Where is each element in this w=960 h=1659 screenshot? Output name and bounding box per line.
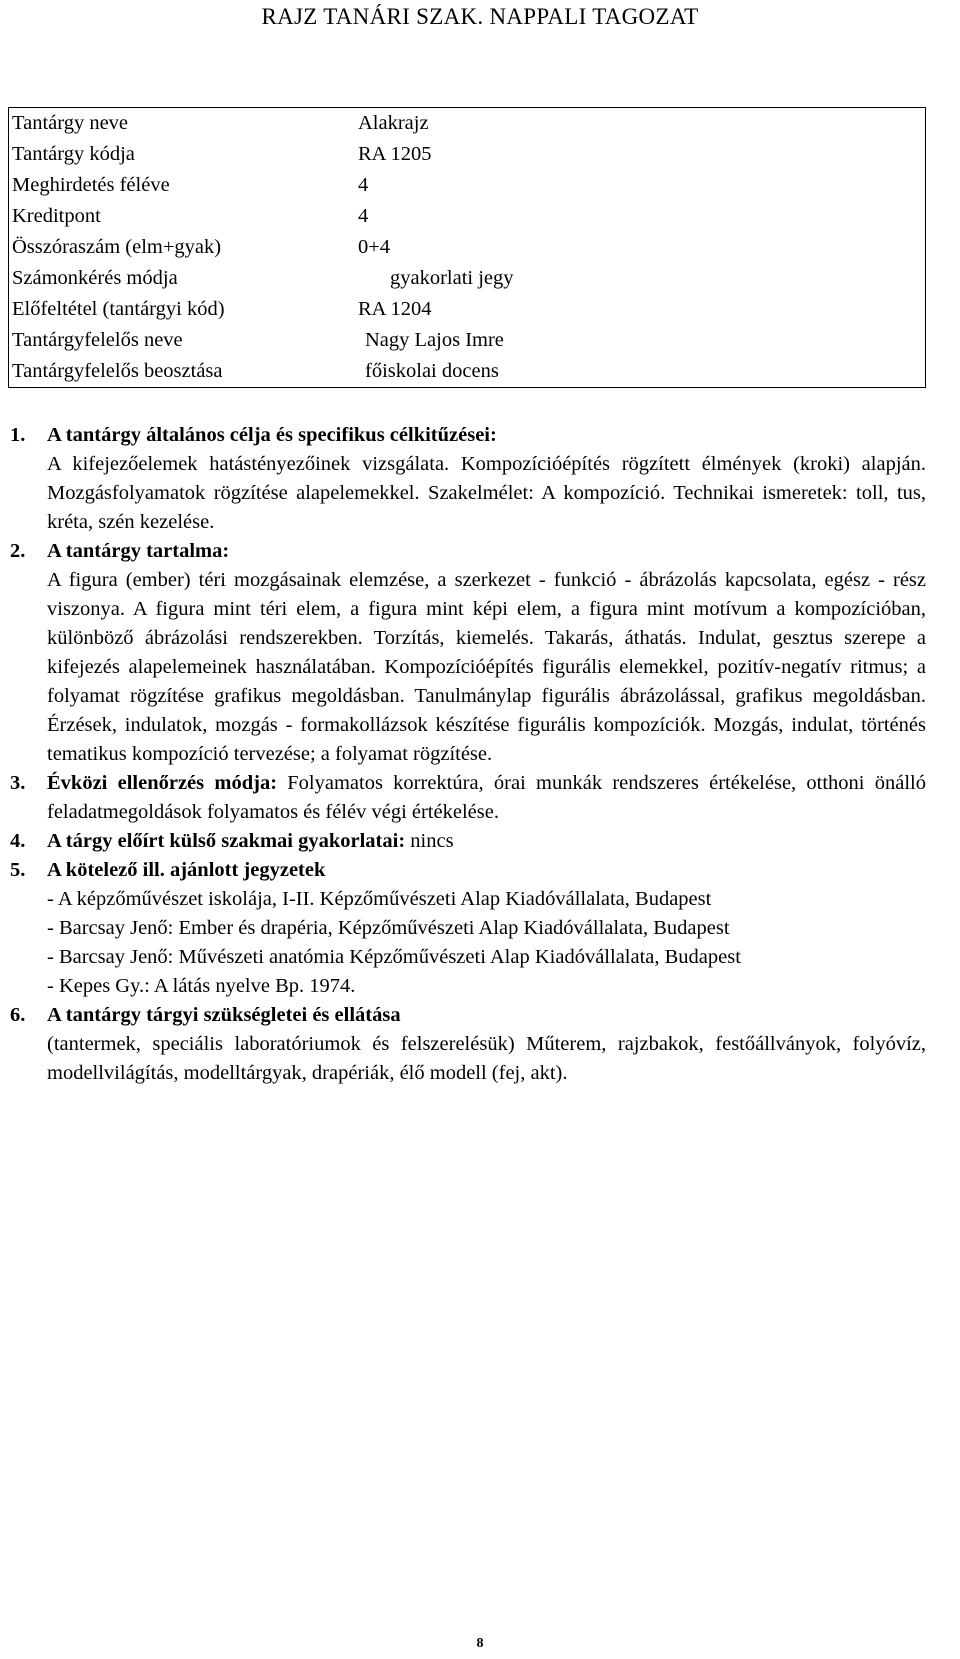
section-number: 6. [10,1004,26,1026]
section-body: (tantermek, speciális laboratóriumok és felszerelésük) Műterem, rajzbakok, festőállványok, folyóvíz, modellvilágítás, modelltárgyak, drapériák, élő modell (fej, akt). [47,1033,926,1084]
table-row [9,356,926,388]
row-value: gyakorlati jegy [352,263,926,294]
section-heading [10,769,926,827]
section-body: A figura (ember) téri mozgásainak elemzése, a szerkezet - funkció - ábrázolás kapcsolata, egész - rész viszonya. A figura mint téri elem, a figura mint képi elem, a figura mint motívum a kompozícióban, különböző ábrázolási rendszerekben. Torzítás, kiemelés. Takarás, áthatás. Indulat, gesztus szerepe a kifejezés alapelemeinek használatában. Kompozícióépítés figurális elemekkel, pozitív-negatív ritmus; a folyamat rögzítése grafikus megoldásban. Tanulmánylap figurális ábrázolással, grafikus megoldásban. Érzések, indulatok, mozgás - formakollázsok készítése figurális kompozíciók. Mozgás, indulat, történés tematikus kompozíció tervezése; a folyamat rögzítése. [47,569,926,765]
section-body: A kifejezőelemek hatástényezőinek vizsgálata. Kompozícióépítés rögzített élmények (kroki) alapján. Mozgásfolyamatok rögzítése alapelemekkel. Szakelmélet: A kompozíció. Technikai ismeretek: toll, tus, kréta, szén kezelése. [47,453,926,533]
list-item: - Barcsay Jenő: Művészeti anatómia Képzőművészeti Alap Kiadóvállalata, Budapest [47,946,741,968]
row-value: főiskolai docens [352,356,926,388]
page-number: 8 [476,1636,484,1651]
section-goals [10,421,926,537]
section-assessment [10,769,926,827]
table-row [9,139,926,170]
row-label: Tantárgyfelelős neve [9,325,353,356]
list-item: - Kepes Gy.: A látás nyelve Bp. 1974. [47,975,356,997]
row-label: Számonkérés módja [9,263,353,294]
section-heading [10,1001,926,1030]
section-heading [10,537,926,566]
row-value: 4 [352,201,926,232]
table-row [9,108,926,140]
row-value: RA 1205 [352,139,926,170]
section-title: A tantárgy tartalma: [47,540,230,562]
section-equipment [10,1001,926,1088]
section-number: 1. [10,424,26,446]
row-label: Tantárgy kódja [9,139,353,170]
row-label: Összóraszám (elm+gyak) [9,232,353,263]
table-row [9,325,926,356]
section-literature [10,856,926,1001]
section-heading [10,856,926,885]
course-info-table [8,107,926,388]
row-label: Előfeltétel (tantárgyi kód) [9,294,353,325]
section-number: 3. [10,772,26,794]
section-content [10,537,926,769]
row-label: Tantárgyfelelős beosztása [9,356,353,388]
table-row [9,263,926,294]
section-heading-line [47,827,926,856]
section-heading-line [47,769,926,827]
page-header-title: RAJZ TANÁRI SZAK. NAPPALI TAGOZAT [261,4,699,29]
table-row [9,170,926,201]
table-row [9,232,926,263]
row-value: 4 [352,170,926,201]
row-label: Kreditpont [9,201,353,232]
table-row [9,294,926,325]
section-title: A tantárgy tárgyi szükségletei és ellátása [47,1004,401,1026]
section-practice [10,827,926,856]
row-value: 0+4 [352,232,926,263]
section-title: A tantárgy általános célja és specifikus célkitűzései: [47,424,497,446]
row-value: RA 1204 [352,294,926,325]
table-row [9,201,926,232]
section-number: 4. [10,830,26,852]
section-number: 5. [10,859,26,881]
section-body: Folyamatos korrektúra, órai munkák rendszeres értékelése, otthoni önálló feladatmegoldások folyamatos és félév végi értékelése. [47,772,926,823]
row-label: Meghirdetés féléve [9,170,353,201]
list-item: - Barcsay Jenő: Ember és drapéria, Képzőművészeti Alap Kiadóvállalata, Budapest [47,917,730,939]
section-title: A tárgy előírt külső szakmai gyakorlatai: [47,830,406,852]
section-title: A kötelező ill. ajánlott jegyzetek [47,859,326,881]
section-heading [10,827,926,856]
section-heading [10,421,926,450]
section-title: Évközi ellenőrzés módja: [47,772,278,794]
row-value: Alakrajz [352,108,926,140]
row-label: Tantárgy neve [9,108,353,140]
course-description [10,421,926,1088]
row-value: Nagy Lajos Imre [352,325,926,356]
section-number: 2. [10,540,26,562]
section-body: nincs [410,830,454,852]
list-item: - A képzőművészet iskolája, I-II. Képzőművészeti Alap Kiadóvállalata, Budapest [47,888,712,910]
